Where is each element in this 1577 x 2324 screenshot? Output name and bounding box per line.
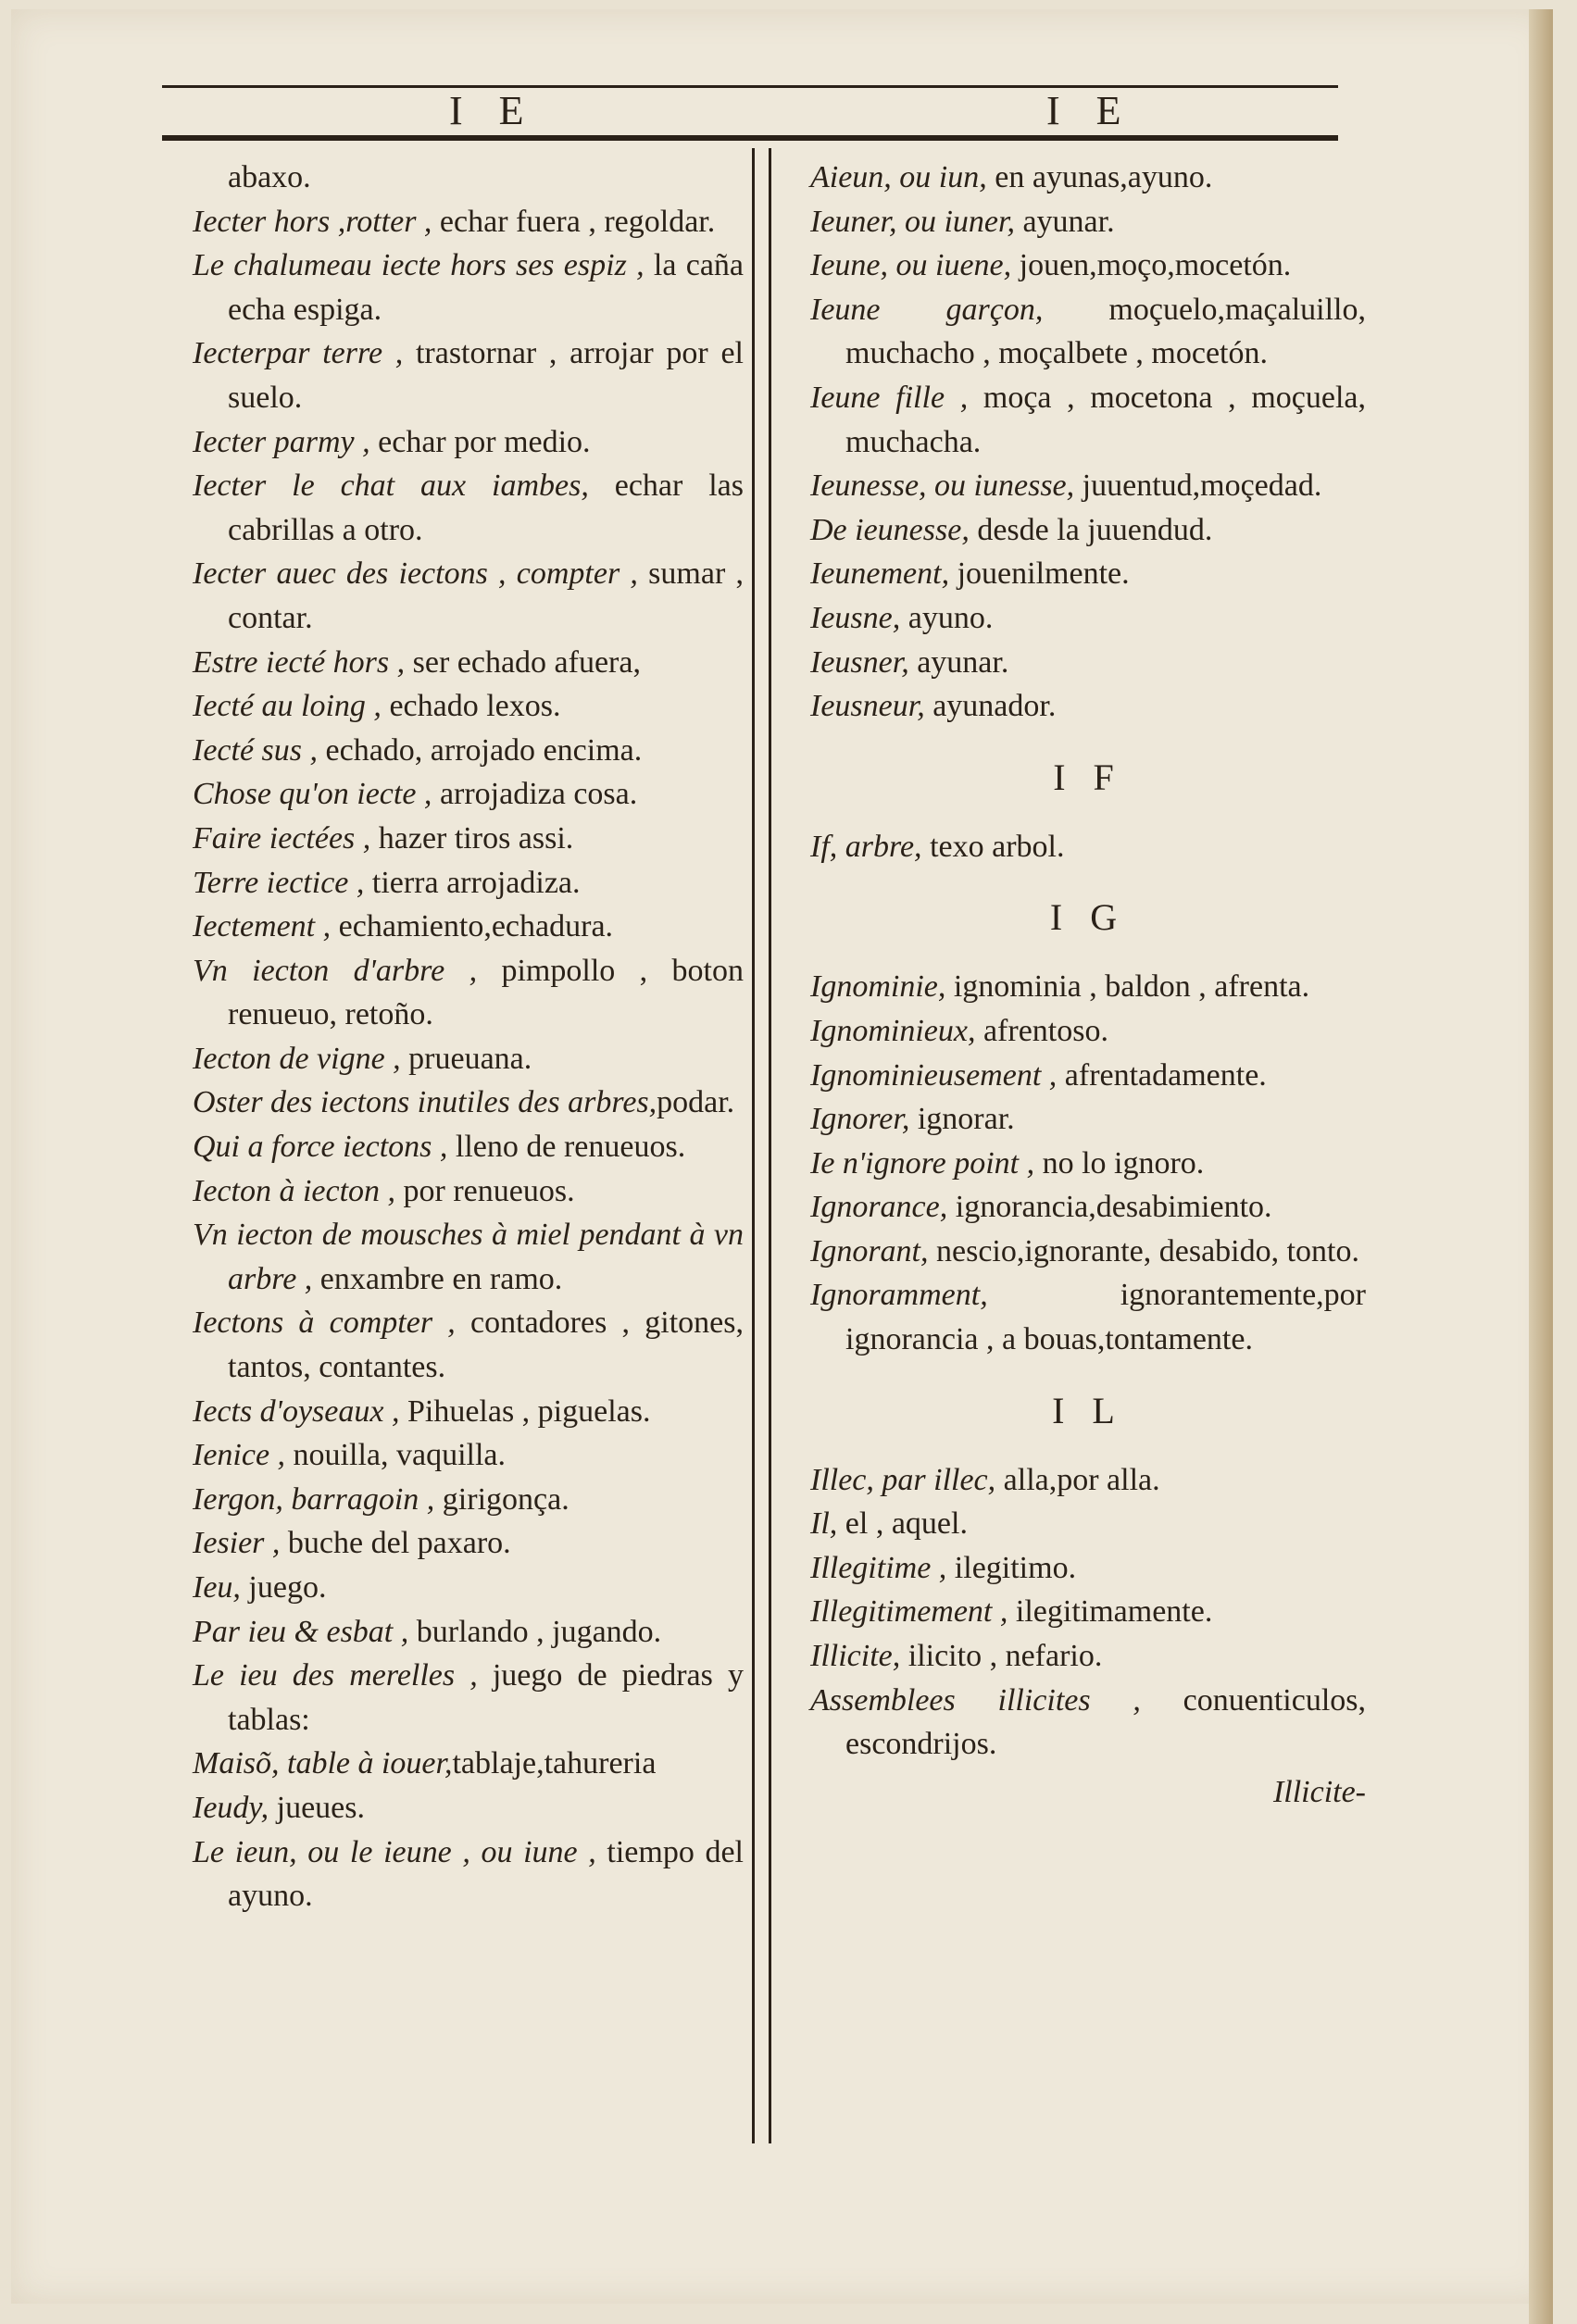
entry-translation: juuentud,moçedad. <box>1074 469 1322 504</box>
entry-translation: ignorantemente,por ignorancia , a bouas,tontamente. <box>845 1278 1366 1357</box>
entry-translation: echar por medio. <box>369 424 591 459</box>
dictionary-entry <box>193 331 744 419</box>
entry-headword: Ignorance, <box>810 1190 948 1225</box>
dictionary-entry <box>193 552 744 640</box>
dictionary-entry <box>810 965 1366 1009</box>
dictionary-entry <box>193 1478 744 1522</box>
entry-headword: Illec, par illec, <box>810 1462 996 1497</box>
dictionary-entry <box>810 508 1366 553</box>
entry-translation: podar. <box>657 1085 735 1120</box>
entry-headword: Vn iecton de mousches à miel pendant à vn arbre , <box>193 1218 744 1296</box>
dictionary-entry <box>193 200 744 244</box>
entry-translation: jueues. <box>269 1790 365 1825</box>
entry-headword: Aieun, ou iun, <box>810 160 987 194</box>
dictionary-entry <box>193 1125 744 1169</box>
entry-headword: Iesier , <box>193 1526 281 1561</box>
dictionary-entry <box>193 420 744 465</box>
right-column <box>810 156 1366 1814</box>
entry-headword: Ieunement, <box>810 556 950 592</box>
page-edge <box>1529 9 1553 2324</box>
dictionary-entry <box>193 684 744 729</box>
section-heading: I L <box>1052 1389 1124 1431</box>
section-heading: I F <box>1053 756 1123 798</box>
entry-translation: prueuana. <box>400 1041 532 1076</box>
dictionary-entry <box>810 552 1366 596</box>
entry-translation: ilegitimamente. <box>1008 1594 1213 1630</box>
entry-headword: Chose qu'on iecte , <box>193 777 432 812</box>
entry-translation: tierra arrojadiza. <box>364 865 581 900</box>
dictionary-entry <box>810 1142 1366 1186</box>
dictionary-entry <box>193 1169 744 1214</box>
dictionary-entry <box>193 1566 744 1610</box>
entry-translation: afrentoso. <box>975 1013 1108 1048</box>
entry-translation: el , aquel. <box>837 1506 968 1542</box>
entry-headword: Illegitime , <box>810 1550 947 1585</box>
running-header-right: I E <box>1046 88 1134 133</box>
entry-headword: Iecter parmy , <box>193 424 370 459</box>
entry-translation: afrentadamente. <box>1057 1057 1267 1093</box>
header-rule-top <box>162 85 1338 88</box>
dictionary-entry <box>193 729 744 773</box>
dictionary-entry <box>193 861 744 906</box>
dictionary-entry <box>810 1458 1366 1503</box>
entry-headword: Estre iecté hors , <box>193 644 406 680</box>
dictionary-entry <box>810 156 1366 200</box>
entry-headword: Par ieu & esbat , <box>193 1614 409 1649</box>
dictionary-entry <box>810 464 1366 508</box>
dictionary-entry <box>193 949 744 1037</box>
entry-headword: Ieune fille , <box>810 380 969 415</box>
entry-translation: nouilla, vaquilla. <box>285 1438 506 1473</box>
entry-headword: Ignorer, <box>810 1102 910 1137</box>
entry-headword: Vn iecton d'arbre , <box>193 953 478 988</box>
entry-translation: ignorar. <box>909 1102 1015 1137</box>
dictionary-entry <box>810 596 1366 641</box>
entry-translation: lleno de renueuos. <box>447 1130 686 1165</box>
entry-translation: echamiento,echadura. <box>331 909 614 944</box>
entry-headword: Iectons à compter , <box>193 1306 456 1341</box>
entry-translation: hazer tiros assi. <box>370 820 574 856</box>
dictionary-entry <box>810 1634 1366 1679</box>
dictionary-entry <box>193 1433 744 1478</box>
entry-translation: ser echado afuera, <box>405 644 641 680</box>
entry-translation: tablaje,tahureria <box>452 1746 657 1781</box>
entry-headword: Ieuner, ou iuner, <box>810 204 1015 239</box>
entry-translation: echar fuera , regoldar. <box>432 204 716 239</box>
entry-headword: Ieune garçon, <box>810 292 1044 327</box>
entry-headword: Ieunesse, ou iunesse, <box>810 469 1075 504</box>
dictionary-entry <box>810 825 1366 869</box>
dictionary-entry <box>810 1054 1366 1098</box>
dictionary-entry <box>193 817 744 861</box>
running-header-left: I E <box>449 88 537 133</box>
entry-translation: jouenilmente. <box>949 556 1130 592</box>
entry-headword: Assemblees illicites , <box>810 1682 1141 1718</box>
entry-translation: ignominia , baldon , afrenta. <box>945 969 1310 1005</box>
entry-headword: De ieunesse, <box>810 512 970 547</box>
entry-translation: Pihuelas , piguelas. <box>399 1393 651 1429</box>
entry-translation: ayunar. <box>1014 204 1115 239</box>
entry-translation: echado, arrojado encima. <box>318 732 643 768</box>
dictionary-entry <box>810 1097 1366 1142</box>
entry-headword: Ieudy, <box>193 1790 269 1825</box>
entry-headword: If, arbre, <box>810 829 922 864</box>
entry-headword: Terre iectice , <box>193 865 365 900</box>
entry-translation: la caña echa espiga. <box>228 248 744 327</box>
entry-translation: alla,por alla. <box>995 1462 1160 1497</box>
entry-headword: Iecter le chat aux iambes, <box>193 469 589 504</box>
entry-headword: Iecterpar terre , <box>193 336 404 371</box>
entry-headword: Ieu, <box>193 1570 241 1605</box>
dictionary-entry <box>193 1521 744 1566</box>
entry-headword: Iects d'oyseaux , <box>193 1393 400 1429</box>
entry-headword: Le ieun, ou le ieune , ou iune , <box>193 1834 596 1869</box>
dictionary-entry <box>193 1390 744 1434</box>
entry-translation: echado lexos. <box>381 689 561 724</box>
dictionary-entry <box>810 288 1366 376</box>
dictionary-entry <box>193 905 744 949</box>
entry-headword: Faire iectées , <box>193 820 371 856</box>
entry-headword: Le ieu des merelles , <box>193 1658 478 1693</box>
entry-headword: Ignominieux, <box>810 1013 976 1048</box>
dictionary-entry <box>193 1301 744 1389</box>
entry-translation: juego de piedras y tablas: <box>228 1658 744 1737</box>
entry-headword: Ieusneur, <box>810 689 925 724</box>
entry-translation: buche del paxaro. <box>280 1526 511 1561</box>
entry-translation: moçuelo,maçaluillo, muchacho , moçalbete , mocetón. <box>845 292 1366 371</box>
entry-translation: juego. <box>240 1570 327 1605</box>
dictionary-entry <box>193 1742 744 1786</box>
entry-translation: moça , mocetona , moçuela, muchacha. <box>845 380 1366 459</box>
entry-translation: desde la juuendud. <box>969 512 1213 547</box>
entry-headword: Ignoramment, <box>810 1278 988 1313</box>
entry-translation: texo arbol. <box>921 829 1065 864</box>
dictionary-entry <box>810 1679 1366 1767</box>
dictionary-entry <box>193 1081 744 1125</box>
dictionary-entry <box>810 200 1366 244</box>
entry-headword: Oster des iectons inutiles des arbres, <box>193 1085 657 1120</box>
entry-translation: enxambre en ramo. <box>312 1261 563 1296</box>
entry-translation: echar las cabrillas a otro. <box>228 469 744 547</box>
section-heading: I G <box>1049 896 1127 939</box>
dictionary-entry <box>810 1230 1366 1274</box>
dictionary-entry <box>193 772 744 817</box>
left-column <box>193 156 744 1918</box>
entry-translation: sumar , contar. <box>228 556 745 635</box>
entry-headword: Ie n'ignore point , <box>810 1145 1035 1181</box>
entry-headword: Le chalumeau iecte hors ses espiz , <box>193 248 645 283</box>
dictionary-entry <box>193 641 744 685</box>
entry-headword: Iecté au loing , <box>193 689 382 724</box>
entry-headword: Iergon, barragoin , <box>193 1481 435 1517</box>
dictionary-entry <box>193 1786 744 1830</box>
entry-translation: tiempo del ayuno. <box>228 1834 744 1914</box>
entry-translation: pimpollo , boton renueuo, retoño. <box>228 953 745 1032</box>
entry-headword: Iecté sus , <box>193 732 319 768</box>
entry-headword: Ignominie, <box>810 969 946 1005</box>
entry-translation: girigonça. <box>434 1481 569 1517</box>
dictionary-entry <box>810 376 1366 464</box>
dictionary-entry <box>810 1546 1366 1591</box>
entry-headword: Ieune, ou iuene, <box>810 248 1012 283</box>
entry-translation: jouen,moço,mocetón. <box>1011 248 1292 283</box>
entry-translation: abaxo. <box>228 160 311 194</box>
entry-headword: Qui a force iectons , <box>193 1130 448 1165</box>
dictionary-entry <box>810 1273 1366 1361</box>
entry-headword: Ieusner, <box>810 644 909 680</box>
entry-headword: Ignorant, <box>810 1233 929 1268</box>
entry-headword: Ienice , <box>193 1438 286 1473</box>
dictionary-entry <box>810 641 1366 685</box>
entry-headword: Iecter auec des iectons , compter , <box>193 556 638 592</box>
entry-headword: Illicite, <box>810 1639 901 1674</box>
entry-translation: burlando , jugando. <box>408 1614 662 1649</box>
entry-translation: conuenticulos, escondrijos. <box>845 1682 1367 1762</box>
entry-translation: nescio,ignorante, desabido, tonto. <box>928 1233 1360 1268</box>
catchword: Illicite- <box>1272 1774 1366 1809</box>
dictionary-entry <box>810 684 1366 729</box>
entry-translation: contadores , gitones, tantos, contantes. <box>228 1306 744 1385</box>
dictionary-entry <box>810 1590 1366 1634</box>
entry-headword: Ieusne, <box>810 600 901 635</box>
entry-translation: ilegitimo. <box>946 1550 1077 1585</box>
dictionary-entry <box>193 464 744 552</box>
entry-translation: trastornar , arrojar por el suelo. <box>228 336 744 415</box>
entry-headword: Ignominieusement , <box>810 1057 1058 1093</box>
dictionary-entry <box>193 1610 744 1655</box>
entry-translation: arrojadiza cosa. <box>432 777 638 812</box>
entry-headword: Iecter hors ,rotter , <box>193 204 432 239</box>
entry-translation: ayunar. <box>908 644 1009 680</box>
column-divider <box>752 148 755 2143</box>
dictionary-entry <box>810 1009 1366 1054</box>
dictionary-entry <box>193 1830 744 1918</box>
entry-headword: Maisõ, table à iouer, <box>193 1746 453 1781</box>
dictionary-entry <box>193 1654 744 1742</box>
entry-translation: en ayunas,ayuno. <box>986 160 1213 194</box>
entry-translation: ignorancia,desabimiento. <box>947 1190 1272 1225</box>
dictionary-entry <box>810 1185 1366 1230</box>
header-rule-bottom <box>162 135 1338 141</box>
entry-translation: ilicito , nefario. <box>900 1639 1103 1674</box>
dictionary-entry <box>193 1213 744 1301</box>
dictionary-entry <box>810 244 1366 288</box>
dictionary-entry <box>810 1502 1366 1546</box>
dictionary-entry <box>193 244 744 331</box>
entry-headword: Iectement , <box>193 909 332 944</box>
column-divider <box>769 148 771 2143</box>
entry-translation: ayunador. <box>924 689 1057 724</box>
entry-headword: Iecton à iecton , <box>193 1173 396 1208</box>
dictionary-entry <box>193 156 744 200</box>
entry-translation: por renueuos. <box>395 1173 575 1208</box>
entry-translation: ayuno. <box>900 600 994 635</box>
entry-headword: Illegitimement , <box>810 1594 1008 1630</box>
entry-headword: Iecton de vigne , <box>193 1041 401 1076</box>
dictionary-entry <box>193 1037 744 1081</box>
entry-headword: Il, <box>810 1506 838 1542</box>
entry-translation: no lo ignoro. <box>1034 1145 1205 1181</box>
